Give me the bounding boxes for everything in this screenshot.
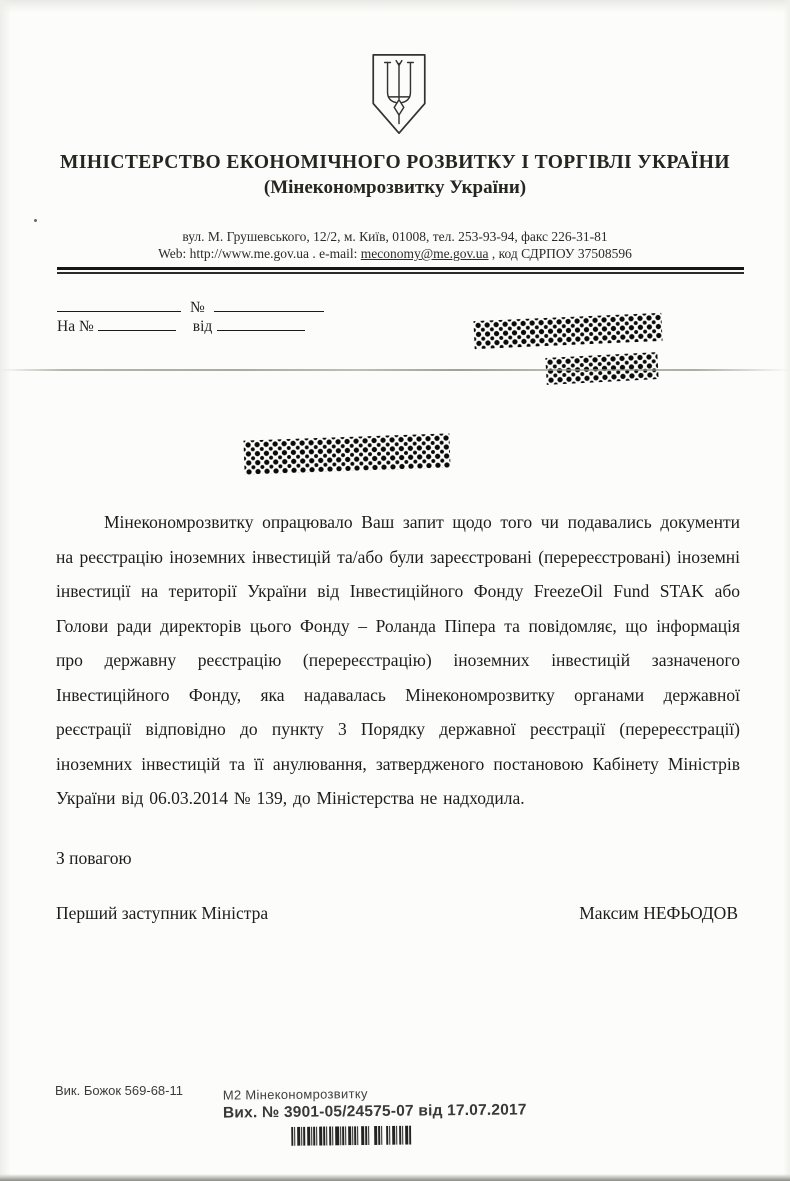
email-link: meconomy@me.gov.ua [360, 246, 489, 261]
signer-name: Максим НЕФЬОДОВ [579, 903, 738, 923]
scan-artifact-line [0, 369, 790, 371]
ministry-address: вул. М. Грушевського, 12/2, м. Київ, 01008, тел. 253-93-94, факс 226-31-81 [182, 229, 608, 244]
web-label: Web: http://www.me.gov.ua . e-mail: [158, 246, 361, 261]
reply-number-blank-line [98, 316, 176, 331]
outgoing-number-row [57, 297, 357, 316]
reply-label: На № [57, 318, 94, 335]
reference-block [57, 297, 357, 335]
date-label: від [192, 318, 213, 335]
reply-date-blank-line [217, 316, 305, 331]
date-blank-line [57, 297, 181, 312]
reply-number-row [57, 316, 357, 335]
executor-note: Вик. Божок 569-68-11 [55, 1083, 183, 1098]
number-blank-line [214, 297, 324, 312]
redacted-addressee-line [243, 433, 450, 474]
barcode-icon [291, 1126, 411, 1146]
signer-title: Перший заступник Міністра [56, 903, 269, 923]
ministry-name: МІНІСТЕРСТВО ЕКОНОМІЧНОГО РОЗВИТКУ І ТОРГІВЛІ УКРАЇНИ [60, 152, 730, 173]
redacted-recipient-line-1 [473, 313, 662, 349]
scan-speck [34, 219, 37, 222]
stamp-outgoing-number: Вих. № 3901-05/24575-07 від 17.07.2017 [222, 1101, 527, 1122]
number-sign: № [190, 299, 205, 316]
letterhead-divider [57, 267, 744, 274]
stamp-system-line: М2 Мінекономрозвитку [222, 1086, 368, 1103]
scan-edge-bottom [0, 1174, 790, 1181]
scan-edge-top [0, 0, 790, 13]
edrpou-code: , код СДРПОУ 37508596 [488, 246, 632, 261]
registration-stamp [223, 1084, 527, 1146]
salutation: З повагою [56, 848, 132, 868]
ukraine-trident-icon [368, 52, 430, 136]
ministry-short-name: (Мінекономрозвитку України) [263, 177, 527, 198]
letter-body-paragraph: Мінекономрозвитку опрацювало Ваш запит щодо того чи подавались документи на реєстрацію іноземних інвестицій та/або були зареєстровані (перереєстровані) іноземні інвестиції на території України від Інвестиційного Фонду FreezeOil Fund STAK або Голови ради директорів цього Фонду – Роланда Піпера та повідомляє, що інформація про державну реєстрацію (перереєстрацію) іноземних інвестицій зазначеного Інвестиційного Фонду, яка надавалась Мінекономрозвитку органами державної реєстрації відповідно до пункту 3 Порядку державної реєстрації (перереєстрації) іноземних інвестицій та її анулювання, затвердженого постановою Кабінету Міністрів України від 06.03.2014 № 139, до Міністерства не надходила. [56, 512, 740, 808]
ministry-contacts [0, 246, 790, 262]
signature-row [56, 903, 738, 924]
